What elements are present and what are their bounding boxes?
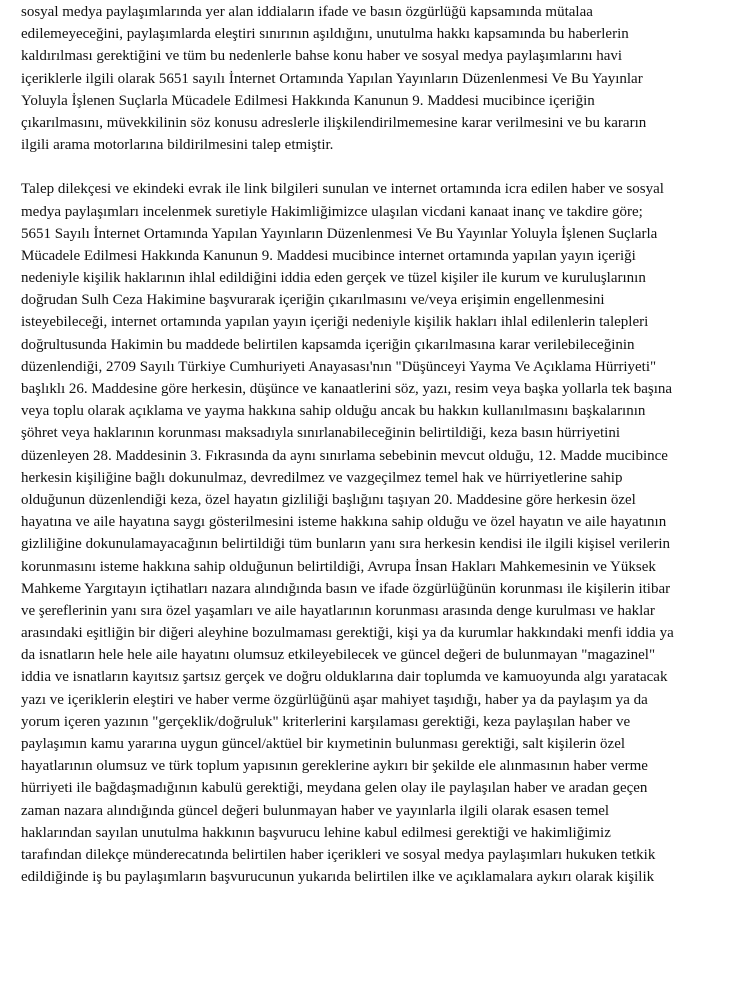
- text-line: edildiğinde iş bu paylaşımların başvurucunun yukarıda belirtilen ilke ve açıklamalara aykırı olarak kişilik: [21, 869, 655, 886]
- text-line: yazı ve içeriklerin eleştiri ve haber verme özgürlüğünü aşar mahiyet taşıdığı, haber ya da paylaşım ya da: [21, 691, 648, 708]
- text-line: tarafından dilekçe münderecatında belirtilen haber içerikleri ve sosyal medya paylaşımları hukuken tetkik: [21, 846, 656, 863]
- text-line: ilgili arama motorlarına bildirilmesini talep etmiştir.: [21, 137, 334, 154]
- text-line: iddia ve isnatların kayıtsız şartsız gerçek ve doğru olduklarına dair toplumda ve kamuoyunda algı yaratacak: [21, 669, 668, 686]
- text-line: sosyal medya paylaşımlarında yer alan iddiaların ifade ve basın özgürlüğü kapsamında mütalaa: [21, 4, 593, 20]
- text-line: hayatına ve aile hayatına saygı gösterilmesini isteme hakkına sahip olduğu ve özel hayatın ve aile hayatının: [21, 514, 667, 531]
- text-line: 5651 Sayılı İnternet Ortamında Yapılan Yayınların Düzenlenmesi Ve Bu Yayınlar Yoluyla İşlenen Suçlarla: [21, 225, 658, 242]
- text-line: çıkarılmasını, müvekkilinin söz konusu adreslerle ilişkilendirilmemesine karar verilmesini ve bu kararın: [21, 114, 647, 131]
- text-line: hayatlarının olumsuz ve türk toplum yapısının gereklerine aykırı bir şekilde ele alınmasının haber verme: [21, 758, 648, 775]
- text-line: da isnatların hele hele aile hayatını olumsuz etkileyebilecek ve güncel değeri de bulunmayan "magazinel": [21, 647, 656, 664]
- text-line: başlıklı 26. Maddesine göre herkesin, düşünce ve kanaatlerini söz, yazı, resim veya başka yollarla tek başına: [21, 381, 673, 397]
- text-line: nedeniyle kişilik haklarının ihlal edildiğini iddia eden gerçek ve tüzel kişiler ile kurum ve kuruluşlarının: [21, 270, 646, 287]
- document-page: [21, 0, 739, 955]
- text-line: Yoluyla İşlenen Suçlarla Mücadele Edilmesi Hakkında Kanunun 9. Maddesi mucibince içeriğin: [21, 92, 595, 109]
- text-line: kaldırılması gerektiğini ve tüm bu nedenlerle bahse konu haber ve sosyal medya paylaşımlarını havi: [21, 48, 623, 65]
- text-line: medya paylaşımları incelenmek suretiyle Hakimliğimizce ulaşılan vicdani kanaat inanç ve takdire göre;: [21, 203, 643, 220]
- text-line: korunmasını isteme hakkına sahip olduğunun belirtildiği, Avrupa İnsan Hakları Mahkemesinin ve Yüksek: [21, 558, 656, 575]
- text-line: [21, 933, 739, 955]
- text-line: veya toplu olarak açıklama ve yayma hakkına sahip olduğu ancak bu hakkın kullanılmasını başkalarının: [21, 403, 646, 420]
- text-line: [21, 888, 739, 910]
- text-line: şöhret veya haklarının korunması maksadıyla sınırlanabileceğinin belirtildiği, keza basın hürriyetini: [21, 425, 620, 442]
- text-line: Talep dilekçesi ve ekindeki evrak ile link bilgileri sunulan ve internet ortamında icra edilen haber ve sosyal: [21, 181, 664, 198]
- text-line: Mücadele Edilmesi Hakkında Kanunun 9. Maddesi mucibince internet ortamında yapılan yayın içeriği: [21, 247, 636, 264]
- text-line: Mahkeme Yargıtayın içtihatları nazara alındığında basın ve ifade özgürlüğünün korunması ile kişilerin itibar: [21, 580, 671, 597]
- text-line: hürriyeti ile bağdaşmadığının kabulü gerektiği, meydana gelen olay ile paylaşılan haber ve aradan geçen: [21, 780, 648, 797]
- text-line: olduğunun düzenlendiği keza, özel hayatın gizliliği başlığını taşıyan 20. Maddesine göre herkesin özel: [21, 491, 636, 508]
- paragraph-request-summary: [21, 0, 739, 156]
- text-line: haklarından sayılan unutulma hakkının başvurucu lehine kabul edilmesi gerektiği ve hakimliğimiz: [21, 824, 611, 841]
- text-line: arasındaki eşitliğin bir diğeri aleyhine bozulmaması gerektiği, kişi ya da kurumlar hakkındaki menfi iddia ya: [21, 625, 674, 642]
- text-line: düzenleyen 28. Maddesinin 3. Fıkrasında da aynı sınırlama sebebinin mevcut olduğu, 12. Madde mucibince: [21, 447, 668, 464]
- text-line: [21, 911, 739, 933]
- text-line: gizliliğine dokunulamayacağının belirtildiği tüm bunların yanı sıra herkesin kendisi ile ilgili kişisel verilerin: [21, 536, 671, 553]
- text-line: ve şereflerinin yanı sıra özel yaşamları ve aile hayatlarının korunması arasında denge kurulması ve haklar: [21, 602, 655, 619]
- text-line: yorum içeren yazının "gerçeklik/doğruluk" kriterlerini karşılaması gerektiği, keza paylaşılan haber ve: [21, 713, 631, 730]
- text-line: doğrultusunda Hakimin bu maddede belirtilen kapsamda içeriğin çıkarılmasına karar verilebileceğinin: [21, 336, 635, 353]
- text-line: düzenlendiği, 2709 Sayılı Türkiye Cumhuriyeti Anayasası'nın "Düşünceyi Yayma Ve Açıklama Hürriyeti": [21, 358, 657, 375]
- text-line: doğrudan Sulh Ceza Hakimine başvurarak içeriğin çıkarılmasını ve/veya erişimin engellenmesini: [21, 292, 605, 309]
- text-line: edilemeyeceğini, paylaşımlarda eleştiri sınırının aşıldığını, unutulma hakkı kapsamında bu haberlerin: [21, 26, 629, 43]
- paragraph-court-assessment: [21, 178, 739, 955]
- text-line: herkesin kişiliğine bağlı dokunulmaz, devredilmez ve vazgeçilmez temel hak ve hürriyetlerine sahip: [21, 469, 623, 486]
- text-line: isteyebileceği, internet ortamında yapılan yayın içeriği nedeniyle kişilik hakları ihlal edilenlerin talepleri: [21, 314, 649, 331]
- text-line: paylaşımın kamu yararına uygun güncel/aktüel bir kıymetinin bulunması gerektiği, salt kişilerin özel: [21, 736, 626, 752]
- text-line: zaman nazara alındığında güncel değeri bulunmayan haber ve yayınlarla ilgili olarak esasen temel: [21, 802, 610, 819]
- text-line: içeriklerle ilgili olarak 5651 sayılı İnternet Ortamında Yapılan Yayınların Düzenlenmesi Ve Bu Yayınlar: [21, 70, 643, 87]
